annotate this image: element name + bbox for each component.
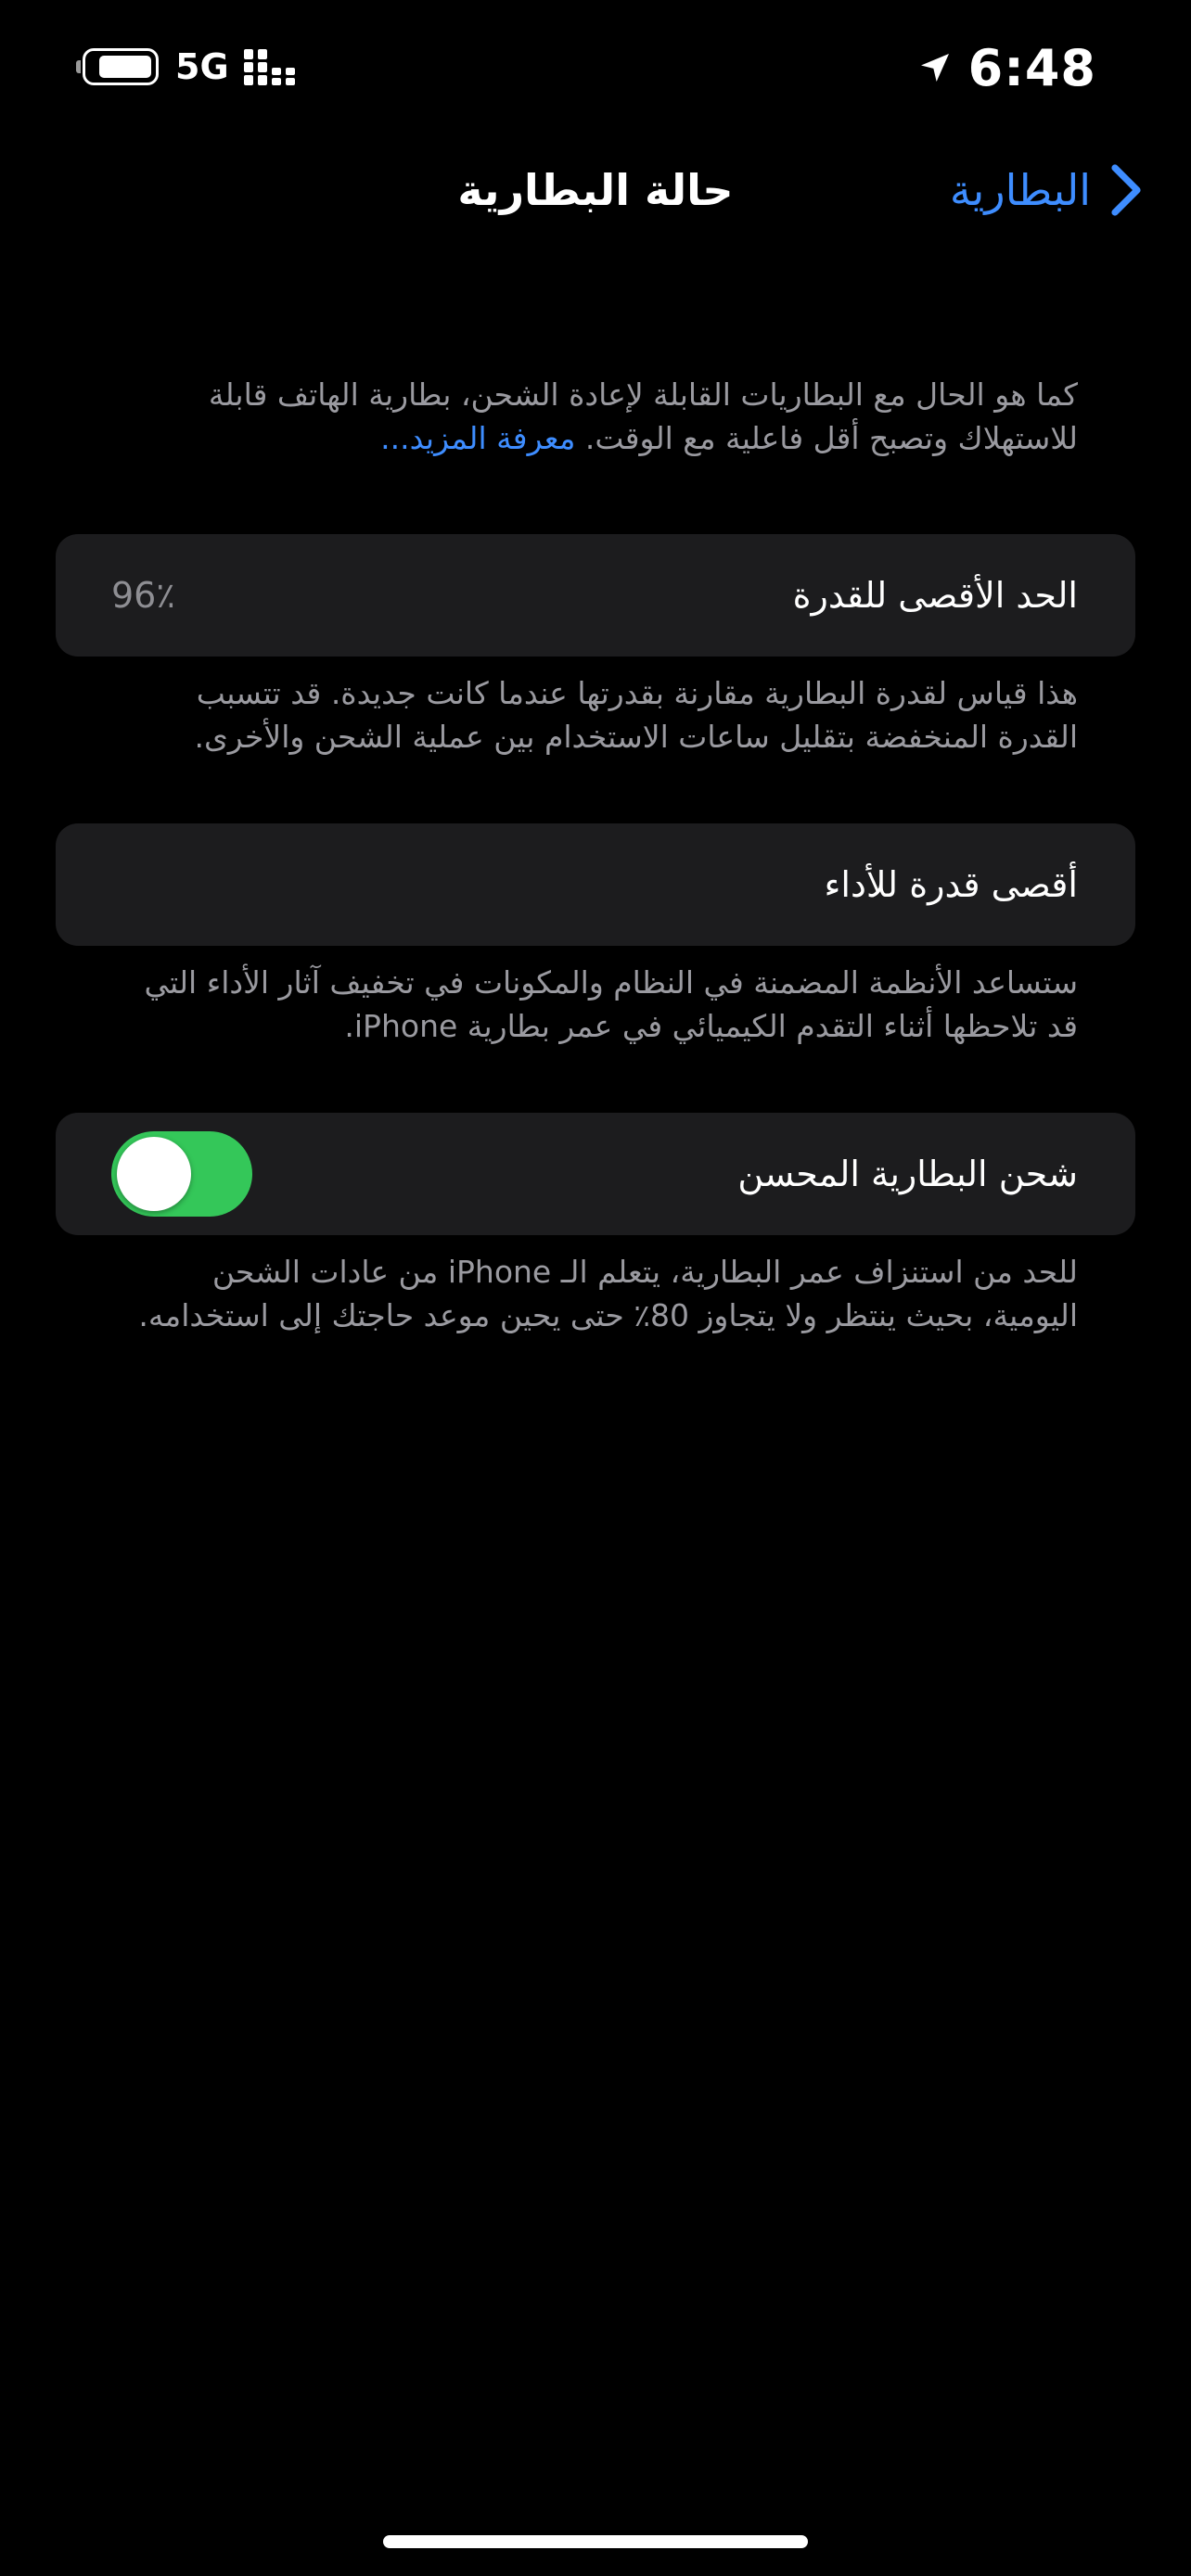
location-arrow-icon (916, 49, 954, 86)
status-right (916, 37, 1096, 98)
battery-level-fill (99, 56, 151, 78)
max-capacity-label: الحد الأقصى للقدرة (792, 575, 1078, 616)
page-title: حالة البطارية (457, 165, 734, 215)
signal-bar (258, 46, 267, 85)
signal-bar (286, 65, 295, 85)
optimized-charging-row (56, 1113, 1135, 1235)
clock: 6:48 (967, 38, 1096, 97)
learn-more-link[interactable]: معرفة المزيد... (380, 420, 576, 456)
battery-icon (83, 48, 159, 85)
back-button-label: البطارية (949, 165, 1091, 215)
optimized-charging-toggle[interactable] (111, 1131, 252, 1217)
peak-performance-footer: ستساعد الأنظمة المضمنة في النظام والمكونات في تخفيف آثار الأداء التي قد تلاحظها أثناء التقدم الكيميائي في عمر بطارية iPhone. (144, 964, 1078, 1044)
battery-cap (76, 60, 81, 73)
peak-performance-row (56, 823, 1135, 946)
signal-bar (244, 46, 253, 85)
intro-description (113, 373, 1078, 460)
optimized-charging-label: شحن البطارية المحسن (737, 1154, 1078, 1194)
optimized-charging-footer: للحد من استنزاف عمر البطارية، يتعلم الـ iPhone من عادات الشحن اليومية، بحيث ينتظر ولا يتجاوز 80٪ حتى يحين موعد حاجتك إلى استخدامه. (138, 1254, 1078, 1333)
home-indicator[interactable] (383, 2535, 808, 2548)
signal-bars-icon (244, 48, 300, 85)
status-bar (0, 33, 1191, 98)
max-capacity-row (56, 534, 1135, 657)
status-left (76, 46, 300, 87)
navigation-bar (0, 148, 1191, 232)
peak-performance-label: أقصى قدرة للأداء (824, 864, 1078, 905)
network-type: 5G (175, 46, 229, 87)
intro-text: كما هو الحال مع البطاريات القابلة لإعادة الشحن، بطارية الهاتف قابلة للاستهلاك وتصبح أقل فاعلية مع الوقت. (208, 376, 1078, 456)
max-capacity-value: 96٪ (111, 575, 175, 616)
signal-bar (272, 65, 281, 85)
max-capacity-footer: هذا قياس لقدرة البطارية مقارنة بقدرتها عندما كانت جديدة. قد تتسبب القدرة المنخفضة بتقليل ساعات الاستخدام بين عملية الشحن والأخرى. (194, 675, 1078, 755)
toggle-knob (117, 1137, 191, 1211)
